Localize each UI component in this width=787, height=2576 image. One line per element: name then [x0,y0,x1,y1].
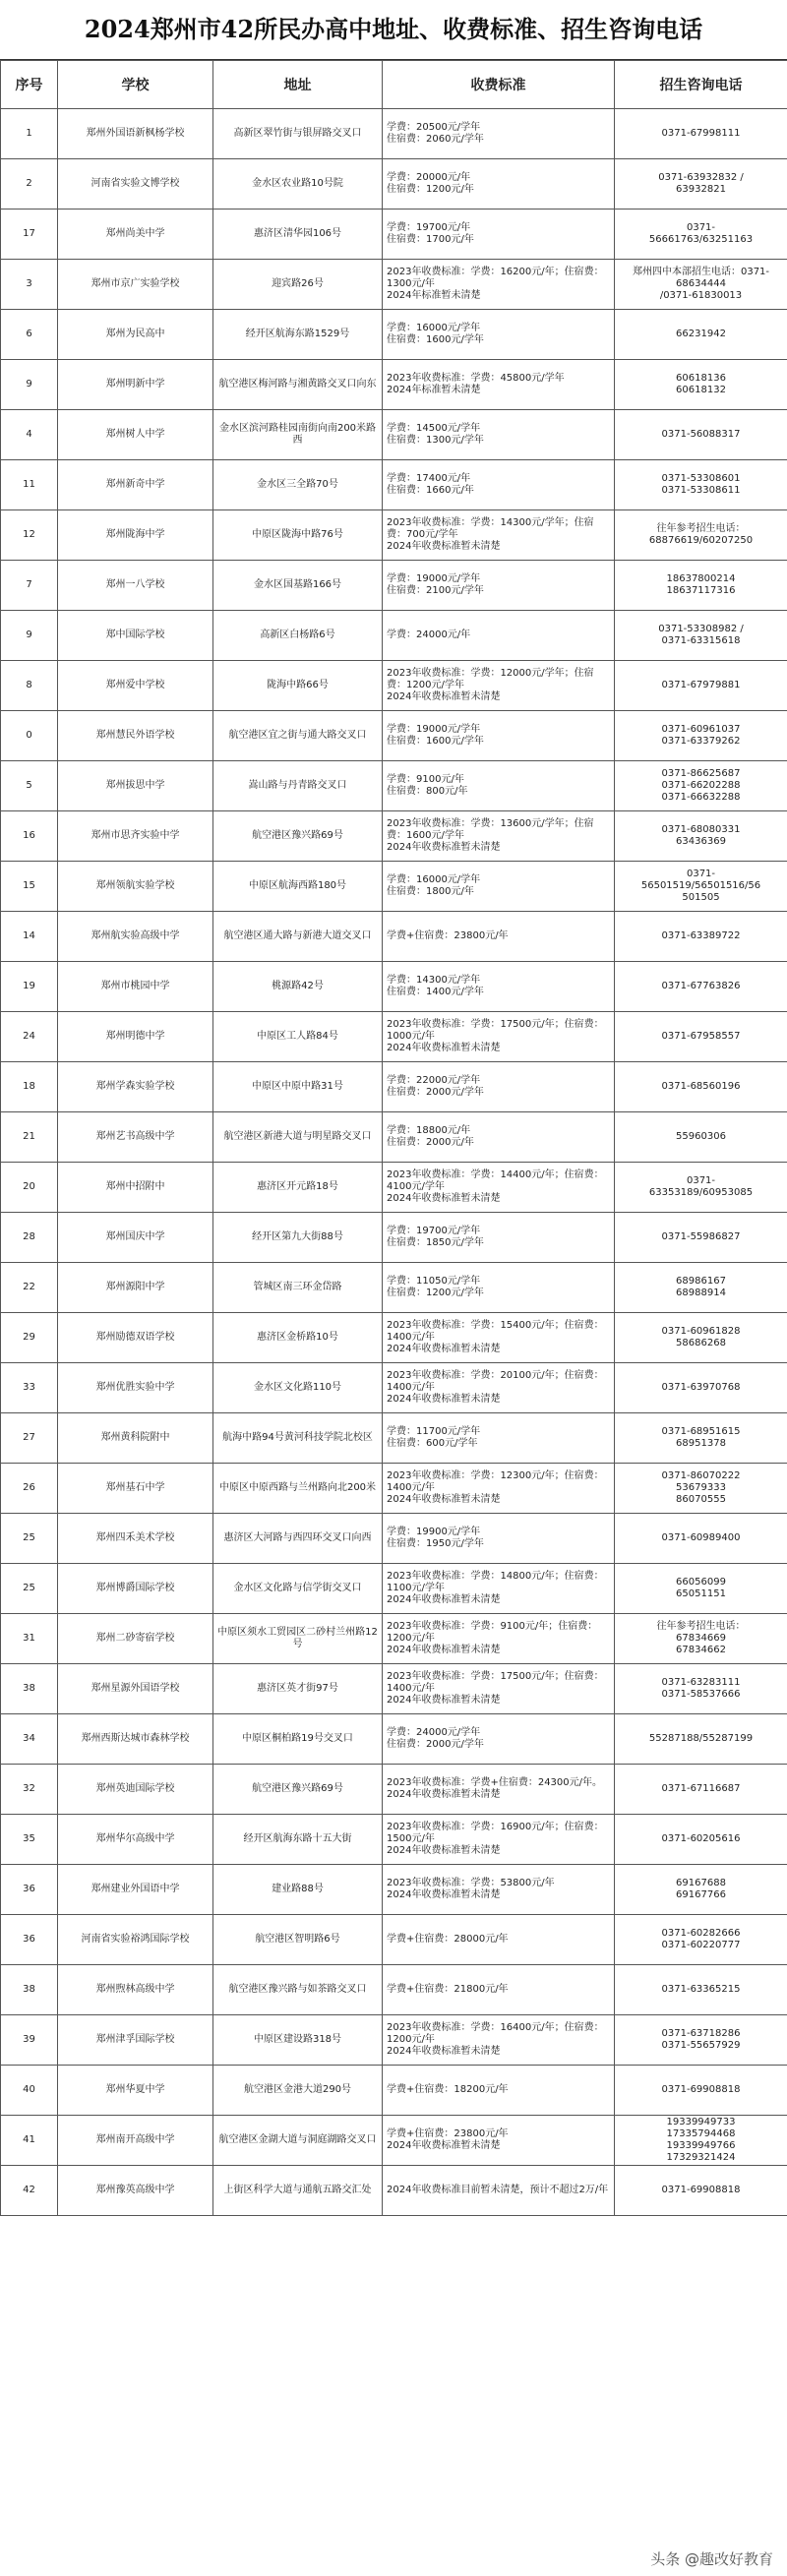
cell-phone: 0371-56088317 [615,410,787,460]
cell-seq: 19 [1,962,58,1012]
cell-address: 高新区白杨路6号 [213,611,383,661]
cell-school: 郑州一八学校 [58,561,213,611]
cell-seq: 26 [1,1464,58,1514]
cell-seq: 9 [1,611,58,661]
cell-seq: 27 [1,1413,58,1464]
cell-seq: 6 [1,310,58,360]
cell-address: 金水区文化路110号 [213,1363,383,1413]
table-row [1,1865,787,1915]
cell-address: 中原区中原中路31号 [213,1062,383,1112]
cell-school: 郑州明新中学 [58,360,213,410]
column-header-address: 地址 [213,61,383,109]
cell-seq: 38 [1,1664,58,1714]
cell-seq: 38 [1,1965,58,2015]
table-row [1,611,787,661]
cell-seq: 14 [1,912,58,962]
cell-fee: 学费：11050元/学年 住宿费：1200元/学年 [383,1263,615,1313]
cell-seq: 42 [1,2166,58,2216]
table-row [1,1614,787,1664]
cell-address: 中原区桐柏路19号交叉口 [213,1714,383,1765]
cell-school: 郑州中招附中 [58,1163,213,1213]
cell-school: 郑州拔思中学 [58,761,213,811]
cell-fee: 2023年收费标准：学费：12000元/学年；住宿费：1200元/学年 2024年收费标准暂未清楚 [383,661,615,711]
table-row [1,1012,787,1062]
cell-address: 中原区陇海中路76号 [213,510,383,561]
cell-seq: 0 [1,711,58,761]
cell-fee: 学费：19900元/学年 住宿费：1950元/学年 [383,1514,615,1564]
cell-fee: 学费：19700元/年 住宿费：1700元/年 [383,210,615,260]
cell-school: 郑州市桃园中学 [58,962,213,1012]
cell-phone: 0371-60205616 [615,1815,787,1865]
table-row [1,2166,787,2216]
cell-phone: 0371-86070222 53679333 86070555 [615,1464,787,1514]
cell-address: 高新区翠竹街与银屏路交叉口 [213,109,383,159]
cell-school: 郑州国庆中学 [58,1213,213,1263]
cell-seq: 29 [1,1313,58,1363]
table-row [1,761,787,811]
cell-fee: 学费：19000元/学年 住宿费：1600元/学年 [383,711,615,761]
cell-seq: 34 [1,1714,58,1765]
column-header-school: 学校 [58,61,213,109]
table-row [1,1464,787,1514]
cell-address: 嵩山路与丹青路交叉口 [213,761,383,811]
cell-fee: 学费：11700元/学年 住宿费：600元/学年 [383,1413,615,1464]
table-row [1,1915,787,1965]
cell-phone: 0371- 56501519/56501516/56 501505 [615,862,787,912]
cell-school: 郑州外国语新枫杨学校 [58,109,213,159]
column-header-seq: 序号 [1,61,58,109]
cell-school: 郑州尚美中学 [58,210,213,260]
cell-school: 郑州西斯达城市森林学校 [58,1714,213,1765]
cell-phone: 19339949733 17335794468 19339949766 17329321424 [615,2116,787,2166]
cell-fee: 学费+住宿费：23800元/年 2024年收费标准暂未清楚 [383,2116,615,2166]
table-row [1,1664,787,1714]
cell-seq: 7 [1,561,58,611]
cell-fee: 2023年收费标准：学费+住宿费：24300元/年。 2024年收费标准暂未清楚 [383,1765,615,1815]
cell-seq: 39 [1,2015,58,2066]
cell-school: 郑州源阳中学 [58,1263,213,1313]
cell-seq: 35 [1,1815,58,1865]
cell-fee: 学费：24000元/年 [383,611,615,661]
cell-phone: 往年参考招生电话： 67834669 67834662 [615,1614,787,1664]
table-row [1,210,787,260]
table-row [1,962,787,1012]
cell-phone: 0371- 56661763/63251163 [615,210,787,260]
cell-seq: 32 [1,1765,58,1815]
cell-fee: 2024年收费标准目前暂未清楚，预计不超过2万/年 [383,2166,615,2216]
cell-seq: 24 [1,1012,58,1062]
cell-address: 金水区滨河路桂园南街向南200米路西 [213,410,383,460]
cell-seq: 33 [1,1363,58,1413]
cell-seq: 15 [1,862,58,912]
cell-fee: 学费：19000元/学年 住宿费：2100元/学年 [383,561,615,611]
table-row [1,1413,787,1464]
cell-phone: 0371-63932832 / 63932821 [615,159,787,210]
cell-phone: 往年参考招生电话： 68876619/60207250 [615,510,787,561]
cell-school: 郑州英迪国际学校 [58,1765,213,1815]
cell-seq: 22 [1,1263,58,1313]
cell-address: 航空港区豫兴路69号 [213,1765,383,1815]
cell-phone: 0371-63970768 [615,1363,787,1413]
cell-phone: 60618136 60618132 [615,360,787,410]
table-row [1,460,787,510]
cell-school: 郑州津孚国际学校 [58,2015,213,2066]
cell-phone: 0371-60961828 58686268 [615,1313,787,1363]
cell-school: 郑州南开高级中学 [58,2116,213,2166]
cell-address: 经开区第九大街88号 [213,1213,383,1263]
cell-phone: 0371-67763826 [615,962,787,1012]
cell-address: 管城区南三环金岱路 [213,1263,383,1313]
cell-address: 陇海中路66号 [213,661,383,711]
cell-address: 航空港区梅河路与湘黄路交叉口向东 [213,360,383,410]
cell-seq: 25 [1,1564,58,1614]
cell-fee: 学费：16000元/学年 住宿费：1800元/年 [383,862,615,912]
cell-phone: 0371-53308982 / 0371-63315618 [615,611,787,661]
cell-fee: 学费+住宿费：18200元/年 [383,2066,615,2116]
cell-phone: 0371-60282666 0371-60220777 [615,1915,787,1965]
cell-phone: 55287188/55287199 [615,1714,787,1765]
cell-phone: 0371-68951615 68951378 [615,1413,787,1464]
cell-fee: 2023年收费标准：学费：53800元/年 2024年收费标准暂未清楚 [383,1865,615,1915]
cell-school: 郑中国际学校 [58,611,213,661]
cell-address: 航空港区通大路与新港大道交叉口 [213,912,383,962]
cell-fee: 学费：14500元/学年 住宿费：1300元/学年 [383,410,615,460]
cell-phone: 18637800214 18637117316 [615,561,787,611]
table-row [1,1765,787,1815]
cell-fee: 学费：20000元/年 住宿费：1200元/年 [383,159,615,210]
cell-seq: 20 [1,1163,58,1213]
cell-phone: 66231942 [615,310,787,360]
table-row [1,159,787,210]
table-row [1,260,787,310]
cell-phone: 0371-67979881 [615,661,787,711]
cell-address: 中原区航海西路180号 [213,862,383,912]
cell-fee: 2023年收费标准：学费：17500元/年；住宿费：1400元/年 2024年收费标准暂未清楚 [383,1664,615,1714]
cell-fee: 学费：14300元/学年 住宿费：1400元/学年 [383,962,615,1012]
cell-school: 郑州二砂寄宿学校 [58,1614,213,1664]
cell-phone: 0371-63718286 0371-55657929 [615,2015,787,2066]
cell-school: 河南省实验文博学校 [58,159,213,210]
cell-fee: 2023年收费标准：学费：14300元/学年；住宿费：700元/学年 2024年收费标准暂未清楚 [383,510,615,561]
cell-address: 中原区工人路84号 [213,1012,383,1062]
cell-seq: 17 [1,210,58,260]
table-row [1,561,787,611]
cell-address: 惠济区清华园106号 [213,210,383,260]
cell-seq: 5 [1,761,58,811]
cell-seq: 36 [1,1865,58,1915]
cell-address: 中原区须水工贸园区二砂村兰州路12号 [213,1614,383,1664]
cell-fee: 2023年收费标准：学费：13600元/学年；住宿费：1600元/学年 2024年收费标准暂未清楚 [383,811,615,862]
cell-phone: 69167688 69167766 [615,1865,787,1915]
cell-address: 航海中路94号黄河科技学院北校区 [213,1413,383,1464]
cell-school: 郑州豫英高级中学 [58,2166,213,2216]
cell-school: 郑州黄科院附中 [58,1413,213,1464]
table-row [1,2066,787,2116]
cell-school: 郑州煦林高级中学 [58,1965,213,2015]
cell-fee: 学费：17400元/年 住宿费：1660元/年 [383,460,615,510]
cell-address: 航空港区智明路6号 [213,1915,383,1965]
cell-fee: 学费+住宿费：21800元/年 [383,1965,615,2015]
table-row [1,2015,787,2066]
cell-school: 郑州博爵国际学校 [58,1564,213,1614]
cell-address: 航空港区新港大道与明星路交叉口 [213,1112,383,1163]
cell-address: 惠济区英才街97号 [213,1664,383,1714]
cell-address: 惠济区金桥路10号 [213,1313,383,1363]
cell-address: 航空港区金港大道290号 [213,2066,383,2116]
table-row [1,109,787,159]
cell-fee: 2023年收费标准：学费：9100元/年；住宿费：1200元/年 2024年收费标准暂未清楚 [383,1614,615,1664]
cell-phone: 0371- 63353189/60953085 [615,1163,787,1213]
cell-fee: 学费：18800元/年 住宿费：2000元/年 [383,1112,615,1163]
watermark: 头条 @趣改好教育 [646,2547,777,2570]
cell-phone: 0371-67998111 [615,109,787,159]
page-title: 2024郑州市42所民办高中地址、收费标准、招生咨询电话 [0,0,787,60]
cell-fee: 学费：16000元/学年 住宿费：1600元/学年 [383,310,615,360]
table-row [1,862,787,912]
cell-phone: 0371-67958557 [615,1012,787,1062]
cell-phone: 0371-55986827 [615,1213,787,1263]
cell-fee: 2023年收费标准：学费：45800元/学年 2024年标准暂未清楚 [383,360,615,410]
cell-school: 郑州航实验高级中学 [58,912,213,962]
table-header-row [1,61,787,109]
cell-school: 郑州四禾美术学校 [58,1514,213,1564]
cell-address: 建业路88号 [213,1865,383,1915]
cell-fee: 2023年收费标准：学费：17500元/年；住宿费：1000元/年 2024年收费标准暂未清楚 [383,1012,615,1062]
cell-address: 经开区航海东路十五大街 [213,1815,383,1865]
cell-school: 郑州树人中学 [58,410,213,460]
cell-school: 郑州华尔高级中学 [58,1815,213,1865]
cell-school: 郑州领航实验学校 [58,862,213,912]
cell-address: 金水区国基路166号 [213,561,383,611]
cell-address: 上街区科学大道与通航五路交汇处 [213,2166,383,2216]
cell-seq: 25 [1,1514,58,1564]
table-row [1,510,787,561]
cell-address: 中原区建设路318号 [213,2015,383,2066]
table-row [1,811,787,862]
cell-address: 金水区农业路10号院 [213,159,383,210]
cell-school: 郑州励德双语学校 [58,1313,213,1363]
cell-phone: 0371-67116687 [615,1765,787,1815]
cell-phone: 0371-60989400 [615,1514,787,1564]
cell-phone: 68986167 68988914 [615,1263,787,1313]
cell-school: 郑州慧民外语学校 [58,711,213,761]
cell-fee: 2023年收费标准：学费：20100元/年；住宿费：1400元/年 2024年收费标准暂未清楚 [383,1363,615,1413]
cell-address: 航空港区宜之街与通大路交叉口 [213,711,383,761]
cell-fee: 学费：19700元/学年 住宿费：1850元/学年 [383,1213,615,1263]
table-row [1,1313,787,1363]
table-row [1,661,787,711]
cell-fee: 2023年收费标准：学费：14800元/年；住宿费：1100元/学年 2024年收费标准暂未清楚 [383,1564,615,1614]
cell-address: 经开区航海东路1529号 [213,310,383,360]
table-row [1,1815,787,1865]
table-row [1,310,787,360]
cell-fee: 2023年收费标准：学费：16900元/年；住宿费：1500元/年 2024年收费标准暂未清楚 [383,1815,615,1865]
cell-phone: 0371-63389722 [615,912,787,962]
column-header-phone: 招生咨询电话 [615,61,787,109]
table-row [1,1564,787,1614]
cell-seq: 18 [1,1062,58,1112]
cell-school: 郑州市京广实验学校 [58,260,213,310]
cell-fee: 2023年收费标准：学费：16400元/年；住宿费：1200元/年 2024年收费标准暂未清楚 [383,2015,615,2066]
cell-seq: 36 [1,1915,58,1965]
cell-fee: 学费：9100元/年 住宿费：800元/年 [383,761,615,811]
cell-school: 郑州为民高中 [58,310,213,360]
cell-phone: 郑州四中本部招生电话：0371-68634444 /0371-61830013 [615,260,787,310]
cell-school: 郑州基石中学 [58,1464,213,1514]
cell-school: 郑州艺书高级中学 [58,1112,213,1163]
table-row [1,1062,787,1112]
cell-school: 郑州明德中学 [58,1012,213,1062]
cell-school: 郑州优胜实验中学 [58,1363,213,1413]
table-row [1,1263,787,1313]
cell-school: 郑州华夏中学 [58,2066,213,2116]
cell-fee: 学费+住宿费：23800元/年 [383,912,615,962]
cell-address: 航空港区豫兴路69号 [213,811,383,862]
cell-address: 金水区三全路70号 [213,460,383,510]
cell-seq: 40 [1,2066,58,2116]
cell-school: 郑州星源外国语学校 [58,1664,213,1714]
cell-fee: 学费：22000元/学年 住宿费：2000元/学年 [383,1062,615,1112]
cell-seq: 11 [1,460,58,510]
table-row [1,1363,787,1413]
cell-phone: 0371-53308601 0371-53308611 [615,460,787,510]
table-row [1,912,787,962]
cell-school: 郑州爱中学校 [58,661,213,711]
cell-seq: 3 [1,260,58,310]
cell-address: 中原区中原西路与兰州路向北200米 [213,1464,383,1514]
cell-school: 郑州陇海中学 [58,510,213,561]
cell-phone: 0371-69908818 [615,2066,787,2116]
cell-seq: 31 [1,1614,58,1664]
table-row [1,1112,787,1163]
cell-seq: 9 [1,360,58,410]
schools-table [0,60,787,2216]
cell-phone: 0371-68080331 63436369 [615,811,787,862]
cell-address: 惠济区大河路与西四环交叉口向西 [213,1514,383,1564]
cell-fee: 2023年收费标准：学费：15400元/年；住宿费：1400元/年 2024年收费标准暂未清楚 [383,1313,615,1363]
cell-phone: 0371-60961037 0371-63379262 [615,711,787,761]
cell-phone: 55960306 [615,1112,787,1163]
cell-phone: 0371-63365215 [615,1965,787,2015]
column-header-fee: 收费标准 [383,61,615,109]
cell-phone: 66056099 65051151 [615,1564,787,1614]
table-row [1,711,787,761]
cell-address: 航空港区豫兴路与如茶路交叉口 [213,1965,383,2015]
cell-fee: 2023年收费标准：学费：16200元/年；住宿费：1300元/年 2024年标准暂未清楚 [383,260,615,310]
cell-seq: 21 [1,1112,58,1163]
cell-phone: 0371-63283111 0371-58537666 [615,1664,787,1714]
cell-fee: 2023年收费标准：学费：12300元/年；住宿费：1400元/年 2024年收费标准暂未清楚 [383,1464,615,1514]
cell-school: 郑州学森实验学校 [58,1062,213,1112]
cell-seq: 8 [1,661,58,711]
cell-fee: 学费：24000元/学年 住宿费：2000元/学年 [383,1714,615,1765]
cell-phone: 0371-68560196 [615,1062,787,1112]
cell-school: 郑州新奇中学 [58,460,213,510]
cell-fee: 学费+住宿费：28000元/年 [383,1915,615,1965]
cell-address: 金水区文化路与信学街交叉口 [213,1564,383,1614]
cell-seq: 2 [1,159,58,210]
cell-seq: 12 [1,510,58,561]
cell-seq: 41 [1,2116,58,2166]
cell-phone: 0371-69908818 [615,2166,787,2216]
table-row [1,1714,787,1765]
cell-fee: 学费：20500元/学年 住宿费：2060元/学年 [383,109,615,159]
cell-phone: 0371-86625687 0371-66202288 0371-66632288 [615,761,787,811]
cell-school: 郑州市思齐实验中学 [58,811,213,862]
cell-school: 郑州建业外国语中学 [58,1865,213,1915]
cell-seq: 4 [1,410,58,460]
cell-address: 航空港区金湖大道与洞庭湖路交叉口 [213,2116,383,2166]
table-row [1,1965,787,2015]
cell-seq: 1 [1,109,58,159]
table-row [1,1213,787,1263]
cell-address: 迎宾路26号 [213,260,383,310]
cell-school: 河南省实验裕鸿国际学校 [58,1915,213,1965]
cell-seq: 16 [1,811,58,862]
table-row [1,1514,787,1564]
cell-seq: 28 [1,1213,58,1263]
table-row [1,410,787,460]
table-row [1,360,787,410]
cell-fee: 2023年收费标准：学费：14400元/年；住宿费：4100元/学年 2024年收费标准暂未清楚 [383,1163,615,1213]
cell-address: 桃源路42号 [213,962,383,1012]
cell-address: 惠济区开元路18号 [213,1163,383,1213]
table-row [1,2116,787,2166]
table-row [1,1163,787,1213]
